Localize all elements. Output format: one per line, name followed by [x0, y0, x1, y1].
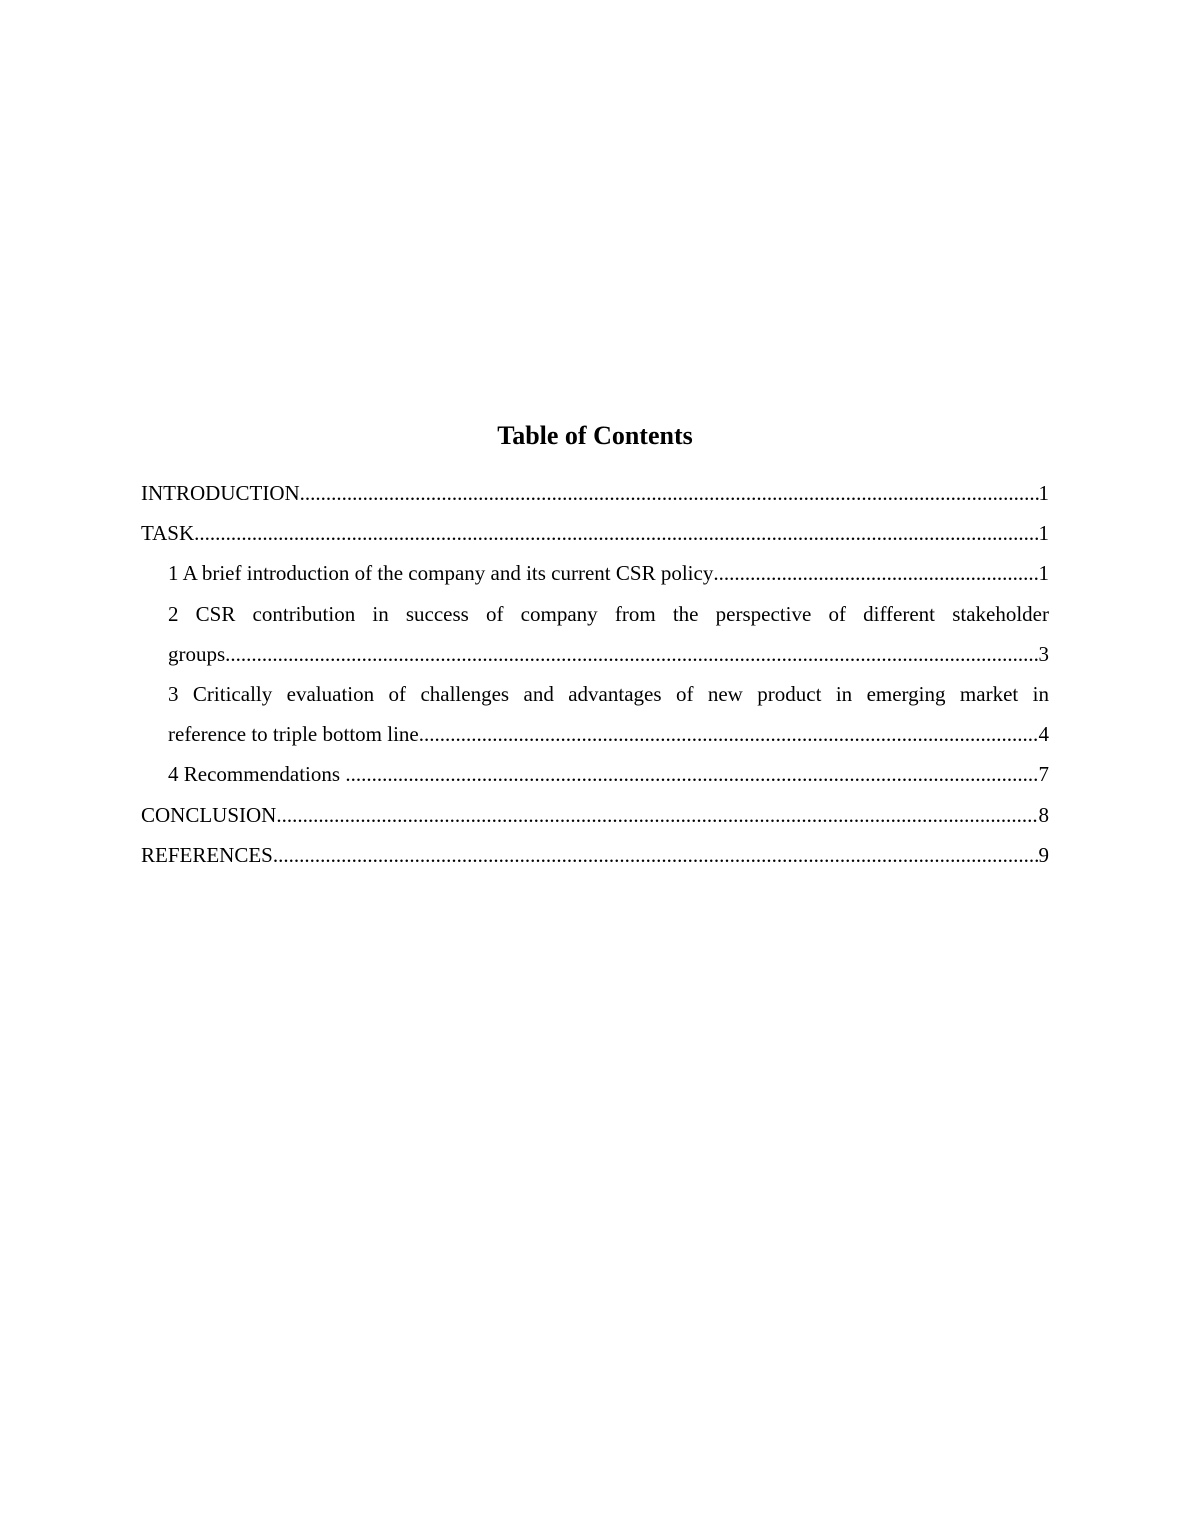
dot-leader	[300, 473, 1039, 513]
toc-page-number: 1	[1038, 481, 1049, 505]
toc-entry-label: 1 A brief introduction of the company and its current CSR policy	[168, 561, 714, 586]
toc-title: Table of Contents	[497, 421, 693, 450]
toc-page-number: 9	[1038, 842, 1049, 867]
table-of-contents	[141, 473, 1049, 875]
toc-entry-label-line1: 2 CSR contribution in success of company from the perspective of different stakeholder	[168, 601, 1049, 626]
dot-leader	[225, 634, 1038, 674]
toc-entry-label: TASK	[141, 521, 195, 546]
toc-page-number: 7	[1038, 762, 1049, 787]
toc-entry-company-introduction[interactable]	[141, 553, 1049, 593]
toc-entry-csr-contribution[interactable]	[141, 594, 1049, 674]
toc-entry-label: 4 Recommendations	[168, 762, 346, 787]
toc-entry-critical-evaluation[interactable]	[141, 674, 1049, 754]
dot-leader	[713, 553, 1038, 593]
toc-entry-references[interactable]	[141, 835, 1049, 875]
toc-page-number: 8	[1038, 802, 1049, 827]
dot-leader	[276, 795, 1038, 835]
toc-page-number: 4	[1038, 722, 1049, 747]
toc-entry-task[interactable]	[141, 513, 1049, 553]
toc-page-number: 1	[1038, 561, 1049, 586]
toc-page-number: 3	[1038, 641, 1049, 666]
dot-leader	[345, 754, 1038, 794]
toc-entry-label-line2: reference to triple bottom line	[168, 722, 419, 747]
dot-leader	[419, 714, 1039, 754]
toc-entry-label: REFERENCES	[141, 842, 273, 867]
toc-page-number: 1	[1038, 521, 1049, 546]
toc-entry-label: CONCLUSION	[141, 802, 277, 827]
toc-entry-label-line1: 3 Critically evaluation of challenges and advantages of new product in emerging market in	[168, 682, 1049, 707]
toc-entry-conclusion[interactable]	[141, 795, 1049, 835]
toc-entry-label: INTRODUCTION	[141, 481, 300, 505]
toc-entry-label-line2: groups	[168, 641, 226, 666]
toc-entry-introduction[interactable]	[141, 473, 1049, 513]
toc-entry-recommendations[interactable]	[141, 754, 1049, 794]
dot-leader	[194, 513, 1038, 553]
dot-leader	[273, 835, 1039, 875]
